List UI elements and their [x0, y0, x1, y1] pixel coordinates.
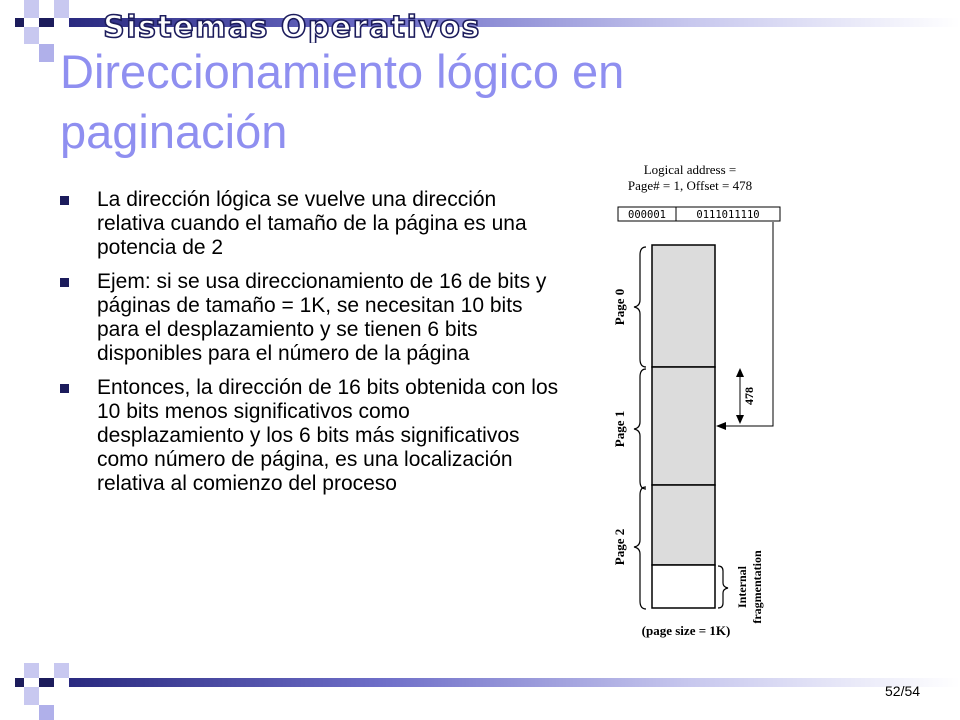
bullet-text: Ejem: si se usa direccionamiento de 16 de bits y páginas de tamaño = 1K, se necesitan 10 bits para el desplazamiento y se tienen 6 bits disponibles para el número de la página — [97, 270, 547, 365]
fragment-label-line-1: Internal — [735, 566, 749, 608]
slide-title: Direccionamiento lógico en paginación — [60, 45, 625, 158]
page-label-2: Page 2 — [612, 528, 627, 566]
offset-arrow-down — [736, 415, 744, 424]
bullet-list — [60, 188, 560, 506]
course-title-text: Sistemas Operativos — [103, 10, 481, 43]
brace-page-1 — [634, 369, 646, 489]
offset-label: 478 — [742, 387, 756, 405]
page-label-1: Page 1 — [612, 410, 627, 448]
corner-square — [54, 663, 69, 678]
square-bullet-icon — [60, 384, 69, 393]
corner-square — [24, 27, 39, 44]
internal-fragment — [652, 565, 715, 608]
corner-square — [15, 678, 24, 687]
corner-square — [24, 687, 39, 705]
page-1-frame — [652, 367, 715, 485]
square-bullet-icon — [60, 278, 69, 287]
bullet-item — [60, 376, 560, 496]
page-size-label: (page size = 1K) — [641, 623, 731, 638]
caption-line-1: Logical address = — [643, 162, 737, 177]
corner-square — [39, 18, 54, 27]
fragment-label-line-2: fragmentation — [750, 550, 764, 624]
page-2-frame — [652, 485, 715, 565]
corner-square — [24, 663, 39, 678]
address-arrow-head — [716, 422, 726, 430]
square-bullet-icon — [60, 196, 69, 205]
corner-square — [24, 0, 39, 18]
page-0-frame — [652, 245, 715, 367]
bullet-item — [60, 270, 560, 366]
brace-page-2 — [634, 487, 646, 609]
brace-page-0 — [634, 247, 646, 367]
page-label-0: Page 0 — [612, 288, 627, 326]
course-title — [85, 7, 500, 43]
corner-square — [39, 678, 54, 687]
page-number: 52/54 — [885, 683, 921, 699]
corner-square — [39, 705, 54, 720]
bullet-text: La dirección lógica se vuelve una dirección relativa cuando el tamaño de la página es una potencia de 2 — [97, 188, 527, 259]
paging-diagram — [598, 150, 798, 642]
brace-fragmentation — [718, 566, 728, 608]
page-bits: 000001 — [628, 209, 666, 221]
caption-line-2: Page# = 1, Offset = 478 — [627, 178, 753, 193]
bullet-text: Entonces, la dirección de 16 bits obtenida con los 10 bits menos significativos como desplazamiento y los 6 bits más significativos como número de página, es una localización relativa al comienzo del proceso — [97, 376, 559, 495]
offset-bits: 0111011110 — [696, 209, 760, 221]
corner-square — [39, 44, 54, 62]
corner-square — [54, 0, 69, 18]
corner-square — [15, 18, 24, 27]
offset-arrow-up — [736, 368, 744, 377]
footer-bar — [69, 678, 960, 687]
bullet-item — [60, 188, 560, 260]
